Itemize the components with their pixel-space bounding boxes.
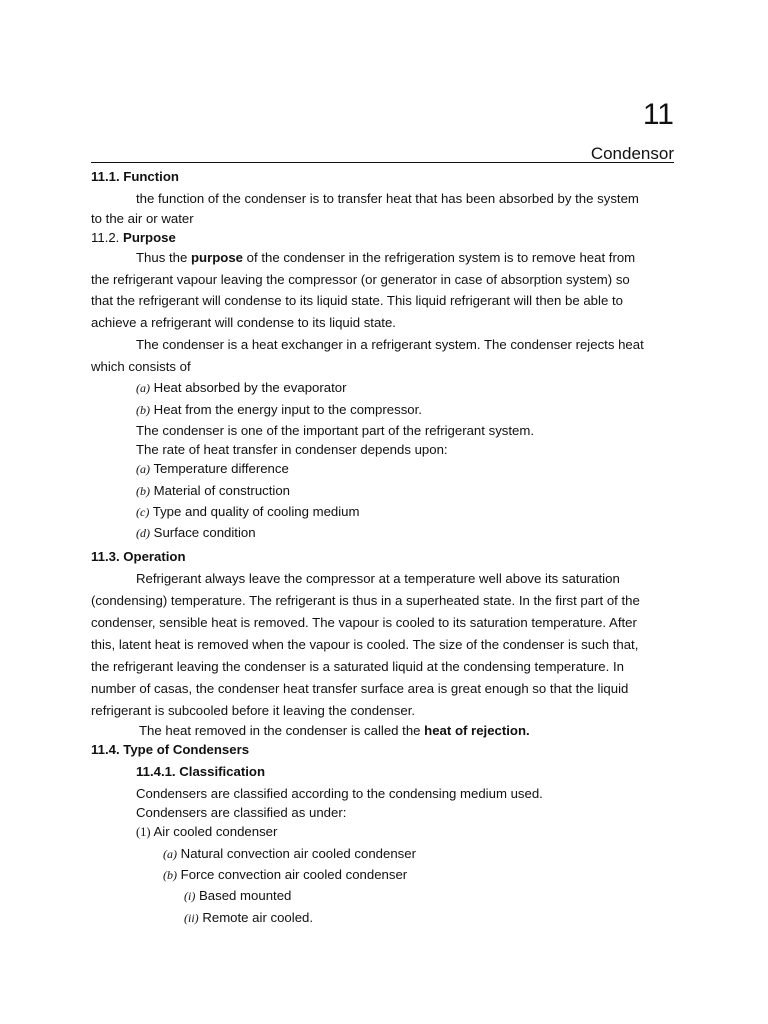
list-marker: (d) (136, 526, 150, 540)
list-item-text: Temperature difference (153, 461, 289, 476)
list-item (163, 845, 416, 863)
list-item-text: Remote air cooled. (202, 910, 314, 925)
paragraph-line: Condensers are classified according to the condensing medium used. (136, 786, 543, 801)
paragraph-line: number of casas, the condenser heat transfer surface area is great enough so that the liquid (91, 681, 629, 696)
list-item (136, 401, 422, 419)
section-heading-operation: 11.3. Operation (91, 549, 186, 564)
subsection-heading-classification: 11.4.1. Classification (136, 764, 266, 779)
section-title: Purpose (123, 230, 176, 245)
paragraph-line: that the refrigerant will condense to its liquid state. This liquid refrigerant will then be able to (91, 293, 623, 308)
list-item-text: Air cooled condenser (153, 824, 278, 839)
paragraph-line: Refrigerant always leave the compressor at a temperature well above its saturation (136, 571, 620, 586)
paragraph-line: the function of the condenser is to transfer heat that has been absorbed by the system (136, 191, 639, 206)
chapter-divider (91, 162, 674, 163)
paragraph-line: refrigerant is subcooled before it leaving the condenser. (91, 703, 416, 718)
paragraph-line: condenser, sensible heat is removed. The vapour is cooled to its saturation temperature. After (91, 615, 637, 630)
chapter-number: 11 (642, 98, 674, 131)
list-marker: (i) (184, 889, 196, 903)
paragraph-line: to the air or water (91, 211, 194, 226)
section-heading-function: 11.1. Function (91, 169, 179, 184)
list-item-text: Heat absorbed by the evaporator (153, 380, 347, 395)
list-item (136, 823, 277, 841)
list-marker: (a) (136, 381, 150, 395)
list-item-text: Heat from the energy input to the compressor. (153, 402, 422, 417)
section-heading-types: 11.4. Type of Condensers (91, 742, 250, 757)
text-run: The heat removed in the condenser is called the (139, 723, 425, 738)
list-marker: (ii) (184, 911, 199, 925)
section-heading-purpose (91, 229, 176, 247)
list-item (136, 503, 360, 521)
section-number: 11.2. (91, 230, 120, 245)
list-item-text: Material of construction (153, 483, 291, 498)
list-item (136, 460, 289, 478)
list-item-text: Natural convection air cooled condenser (180, 846, 416, 861)
paragraph-line: this, latent heat is removed when the vapour is cooled. The size of the condenser is such that, (91, 637, 639, 652)
paragraph-line: Condensers are classified as under: (136, 805, 347, 820)
paragraph-line: achieve a refrigerant will condense to its liquid state. (91, 315, 396, 330)
list-marker: (a) (136, 462, 150, 476)
list-item-text: Force convection air cooled condenser (180, 867, 408, 882)
list-item (136, 379, 346, 397)
paragraph-line (136, 249, 635, 267)
paragraph-line: the refrigerant vapour leaving the compressor (or generator in case of absorption system) so (91, 272, 630, 287)
list-marker: (b) (163, 868, 177, 882)
list-item-text: Type and quality of cooling medium (152, 504, 360, 519)
paragraph-line: The rate of heat transfer in condenser depends upon: (136, 442, 448, 457)
text-run: of the condenser in the refrigeration system is to remove heat from (243, 250, 636, 265)
list-marker: (1) (136, 825, 151, 839)
paragraph-line (139, 722, 530, 740)
text-run: Thus the (136, 250, 191, 265)
paragraph-line: The condenser is one of the important part of the refrigerant system. (136, 423, 535, 438)
chapter-title: Condensor (590, 144, 674, 163)
list-item (136, 524, 256, 542)
bold-term: purpose (190, 250, 244, 265)
list-marker: (a) (163, 847, 177, 861)
bold-term: heat of rejection. (424, 723, 530, 738)
list-item (184, 887, 291, 905)
list-marker: (b) (136, 484, 150, 498)
paragraph-line: (condensing) temperature. The refrigerant is thus in a superheated state. In the first part of the (91, 593, 640, 608)
list-item-text: Based mounted (199, 888, 292, 903)
paragraph-line: The condenser is a heat exchanger in a refrigerant system. The condenser rejects heat (136, 337, 644, 352)
list-item (163, 866, 407, 884)
list-marker: (b) (136, 403, 150, 417)
paragraph-line: the refrigerant leaving the condenser is a saturated liquid at the condensing temperature. In (91, 659, 624, 674)
list-item-text: Surface condition (153, 525, 256, 540)
list-marker: (c) (136, 505, 150, 519)
paragraph-line: which consists of (91, 359, 191, 374)
list-item (136, 482, 290, 500)
list-item (184, 909, 313, 927)
